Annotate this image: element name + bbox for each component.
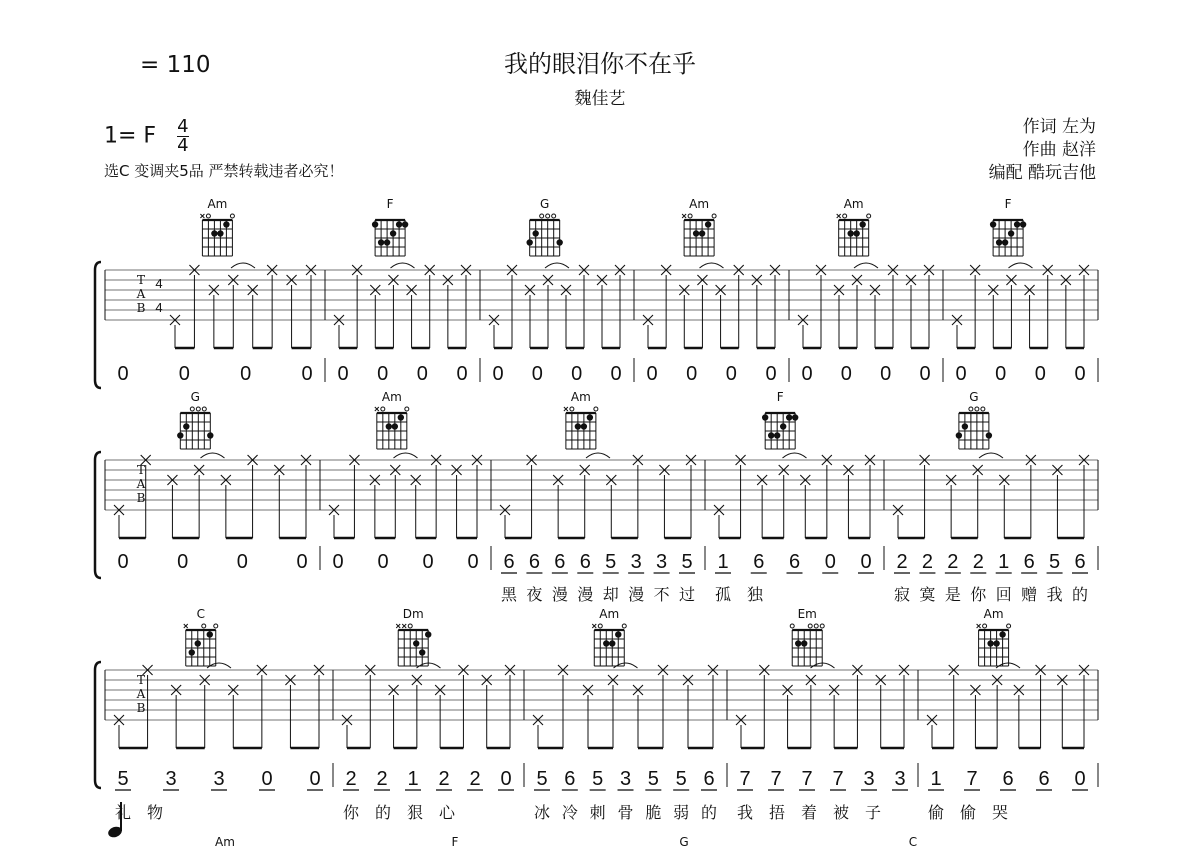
lyric-char: 过 xyxy=(678,585,696,604)
jianpu-note: 2 xyxy=(376,768,388,790)
lyric-char: 偷 xyxy=(959,803,977,822)
chord-diagram-g xyxy=(526,197,562,256)
chord-name: Am xyxy=(983,607,1004,621)
jianpu-note: 5 xyxy=(1049,551,1061,573)
lyric-char: 物 xyxy=(146,803,164,822)
lyric-char: 你 xyxy=(342,803,360,822)
lyric-char: 我 xyxy=(736,803,754,822)
jianpu-note: 3 xyxy=(213,768,225,790)
tie-arc xyxy=(545,263,569,268)
tab-clef-b: B xyxy=(136,701,146,715)
jianpu-note: 0 xyxy=(1074,768,1086,790)
capo-note: 选C 变调夹5品 严禁转载违者必究！ xyxy=(104,162,344,180)
tie-arc xyxy=(854,263,878,268)
lyric-char: 的 xyxy=(374,803,392,822)
lyric-char: 哭 xyxy=(991,803,1009,822)
jianpu-note: 7 xyxy=(770,768,782,790)
jianpu-note: 0 xyxy=(500,768,512,790)
tie-arc xyxy=(586,453,610,458)
jianpu-note: 5 xyxy=(675,768,687,790)
system-bracket xyxy=(95,452,101,578)
lyric-char: 心 xyxy=(438,803,456,822)
jianpu-note: 5 xyxy=(681,551,693,573)
lyric-char: 寂 xyxy=(893,585,911,604)
next-chord-name: Am xyxy=(215,835,235,849)
chord-name: Em xyxy=(797,607,817,621)
tab-clef-b: B xyxy=(136,301,146,315)
tab-clef-a: A xyxy=(136,287,146,301)
jianpu-note: 6 xyxy=(554,551,566,573)
song-title: 我的眼泪你不在乎 xyxy=(504,50,696,78)
lyric-char: 不 xyxy=(653,585,670,604)
jianpu-note: 0 xyxy=(840,363,852,385)
tie-arc xyxy=(231,263,255,268)
jianpu-note: 2 xyxy=(896,551,908,573)
jianpu-note: 2 xyxy=(438,768,450,790)
jianpu-note: 3 xyxy=(894,768,906,790)
jianpu-note: 3 xyxy=(863,768,875,790)
chord-diagram-am xyxy=(200,197,234,256)
lyric-char: 是 xyxy=(944,585,961,604)
jianpu-note: 0 xyxy=(240,363,252,385)
jianpu-note: 6 xyxy=(564,768,576,790)
tie-arc xyxy=(1009,263,1033,268)
jianpu-note: 1 xyxy=(717,551,729,573)
jianpu-note: 0 xyxy=(377,551,389,573)
lyric-char: 漫 xyxy=(551,585,568,604)
jianpu-note: 6 xyxy=(503,551,515,573)
tie-arc xyxy=(201,453,225,458)
tie-arc xyxy=(783,453,807,458)
lyric-char: 孤 xyxy=(714,585,732,604)
jianpu-note: 0 xyxy=(332,551,344,573)
jianpu-note: 0 xyxy=(860,551,872,573)
jianpu-note: 0 xyxy=(995,363,1007,385)
chord-diagram-f xyxy=(762,390,798,449)
chord-diagram-f xyxy=(372,197,408,256)
chord-name: Am xyxy=(689,197,710,211)
jianpu-note: 0 xyxy=(571,363,583,385)
tab-clef-b: B xyxy=(136,491,146,505)
lyricist: 作词 左为 xyxy=(1022,117,1096,137)
lyric-char: 着 xyxy=(800,803,818,822)
chord-name: G xyxy=(540,197,550,211)
lyric-char: 狠 xyxy=(406,803,424,822)
jianpu-note: 0 xyxy=(236,551,248,573)
lyric-char: 回 xyxy=(995,585,1012,604)
jianpu-note: 6 xyxy=(1038,768,1050,790)
jianpu-note: 0 xyxy=(301,363,313,385)
lyric-char: 脆 xyxy=(645,803,662,822)
lyric-char: 漫 xyxy=(628,585,645,604)
jianpu-note: 0 xyxy=(646,363,658,385)
lyric-char: 冷 xyxy=(561,803,578,822)
chord-diagram-am xyxy=(837,197,871,256)
jianpu-note: 5 xyxy=(605,551,617,573)
chord-name: Am xyxy=(843,197,864,211)
jianpu-note: 0 xyxy=(117,363,129,385)
jianpu-note: 7 xyxy=(966,768,978,790)
jianpu-note: 0 xyxy=(337,363,349,385)
chord-name: Dm xyxy=(402,607,424,621)
chord-diagram-am xyxy=(375,390,409,449)
tab-clef-a: A xyxy=(136,687,146,701)
chord-diagram-em xyxy=(790,607,824,666)
jianpu-note: 3 xyxy=(165,768,177,790)
chord-diagram-am xyxy=(592,607,626,666)
tie-arc xyxy=(394,453,418,458)
chord-diagram-dm xyxy=(396,607,431,666)
lyric-char: 冰 xyxy=(533,803,551,822)
jianpu-note: 5 xyxy=(536,768,548,790)
tie-arc xyxy=(700,263,724,268)
jianpu-note: 0 xyxy=(422,551,434,573)
jianpu-note: 0 xyxy=(467,551,479,573)
jianpu-note: 0 xyxy=(492,363,504,385)
chord-diagram-g xyxy=(177,390,213,449)
lyric-char: 你 xyxy=(970,585,987,604)
tab-clef-t: T xyxy=(136,463,146,477)
tab-clef-a: A xyxy=(136,477,146,491)
chord-name: Am xyxy=(570,390,591,404)
composer: 作曲 赵洋 xyxy=(1022,140,1096,160)
next-chord-name: C xyxy=(908,835,918,849)
chord-diagram-am xyxy=(682,197,716,256)
chord-name: Am xyxy=(207,197,228,211)
lyric-char: 独 xyxy=(746,585,764,604)
lyric-char: 赠 xyxy=(1021,585,1038,604)
tie-arc xyxy=(979,453,1003,458)
jianpu-note: 6 xyxy=(753,551,765,573)
system-bracket xyxy=(95,662,101,788)
jianpu-note: 0 xyxy=(610,363,622,385)
time-top: 4 xyxy=(177,116,189,137)
tempo-value: = 110 xyxy=(140,52,211,78)
jianpu-note: 5 xyxy=(117,768,129,790)
jianpu-note: 6 xyxy=(528,551,540,573)
jianpu-note: 0 xyxy=(955,363,967,385)
lyric-char: 弱 xyxy=(673,803,690,822)
lyric-char: 我 xyxy=(1046,585,1063,604)
time-bottom: 4 xyxy=(177,135,189,156)
jianpu-note: 0 xyxy=(309,768,321,790)
tab-time-bottom: 4 xyxy=(155,300,163,315)
chord-name: F xyxy=(386,197,394,211)
chord-diagram-c xyxy=(184,607,218,666)
lyric-char: 捂 xyxy=(768,803,786,822)
jianpu-note: 0 xyxy=(296,551,308,573)
tie-arc xyxy=(391,263,415,268)
lyric-char: 子 xyxy=(864,803,882,822)
jianpu-note: 6 xyxy=(703,768,715,790)
chord-name: Am xyxy=(599,607,620,621)
jianpu-note: 7 xyxy=(739,768,751,790)
lyric-char: 的 xyxy=(1071,585,1089,604)
chord-name: C xyxy=(196,607,205,621)
next-chord-name: F xyxy=(451,835,459,849)
lyric-char: 漫 xyxy=(577,585,594,604)
jianpu-note: 1 xyxy=(930,768,942,790)
jianpu-note: 6 xyxy=(579,551,591,573)
jianpu-note: 7 xyxy=(832,768,844,790)
jianpu-note: 0 xyxy=(824,551,836,573)
jianpu-note: 3 xyxy=(619,768,632,790)
jianpu-note: 1 xyxy=(407,768,419,790)
lyric-char: 的 xyxy=(700,803,718,822)
jianpu-note: 1 xyxy=(998,551,1010,573)
jianpu-note: 0 xyxy=(261,768,273,790)
tab-clef-t: T xyxy=(136,673,146,687)
jianpu-note: 3 xyxy=(656,551,668,573)
tab-clef-t: T xyxy=(136,273,146,287)
jianpu-note: 0 xyxy=(177,551,189,573)
jianpu-note: 0 xyxy=(801,363,813,385)
jianpu-note: 2 xyxy=(469,768,481,790)
jianpu-note: 3 xyxy=(630,551,642,573)
jianpu-note: 0 xyxy=(880,363,892,385)
chord-name: Am xyxy=(381,390,402,404)
chord-diagram-am xyxy=(564,390,598,449)
chord-name: G xyxy=(190,390,200,404)
system-bracket xyxy=(95,262,101,388)
jianpu-note: 0 xyxy=(765,363,777,385)
tab-system-1 xyxy=(95,262,1098,388)
jianpu-note: 6 xyxy=(788,551,801,573)
jianpu-note: 2 xyxy=(921,551,933,573)
artist-name: 魏佳艺 xyxy=(574,89,626,109)
jianpu-note: 0 xyxy=(919,363,931,385)
chord-diagram-g xyxy=(956,390,992,449)
tab-system-3 xyxy=(95,662,1098,822)
arranger: 编配 酷玩吉他 xyxy=(988,163,1096,183)
jianpu-note: 0 xyxy=(416,363,428,385)
jianpu-note: 0 xyxy=(686,363,698,385)
lyric-char: 被 xyxy=(832,803,850,822)
jianpu-note: 6 xyxy=(1023,551,1035,573)
lyric-char: 偷 xyxy=(927,803,945,822)
tab-time-top: 4 xyxy=(155,276,163,291)
jianpu-note: 7 xyxy=(801,768,813,790)
chord-name: F xyxy=(1004,197,1012,211)
jianpu-note: 2 xyxy=(972,551,984,573)
jianpu-note: 0 xyxy=(456,363,468,385)
jianpu-note: 5 xyxy=(592,768,604,790)
jianpu-note: 0 xyxy=(725,363,737,385)
jianpu-note: 2 xyxy=(345,768,357,790)
jianpu-note: 0 xyxy=(1034,363,1046,385)
lyric-char: 却 xyxy=(602,585,619,604)
chord-diagram-f xyxy=(990,197,1026,256)
lyric-char: 骨 xyxy=(617,803,634,822)
lyric-char: 夜 xyxy=(526,585,543,604)
jianpu-note: 5 xyxy=(647,768,659,790)
jianpu-note: 0 xyxy=(117,551,129,573)
chord-diagram-am xyxy=(977,607,1011,666)
jianpu-note: 6 xyxy=(1002,768,1014,790)
chord-name: F xyxy=(776,390,784,404)
jianpu-note: 0 xyxy=(377,363,389,385)
lyric-char: 黑 xyxy=(500,585,518,604)
lyric-char: 礼 xyxy=(114,803,132,822)
jianpu-note: 0 xyxy=(531,363,543,385)
lyric-char: 刺 xyxy=(589,803,606,822)
chord-name: G xyxy=(969,390,979,404)
next-chord-name: G xyxy=(679,835,689,849)
jianpu-note: 6 xyxy=(1074,551,1086,573)
jianpu-note: 0 xyxy=(1074,363,1086,385)
lyric-char: 寞 xyxy=(919,585,936,604)
jianpu-note: 2 xyxy=(947,551,959,573)
tab-system-2 xyxy=(95,452,1098,604)
key-label: 1= F xyxy=(104,123,157,149)
jianpu-note: 0 xyxy=(178,363,190,385)
